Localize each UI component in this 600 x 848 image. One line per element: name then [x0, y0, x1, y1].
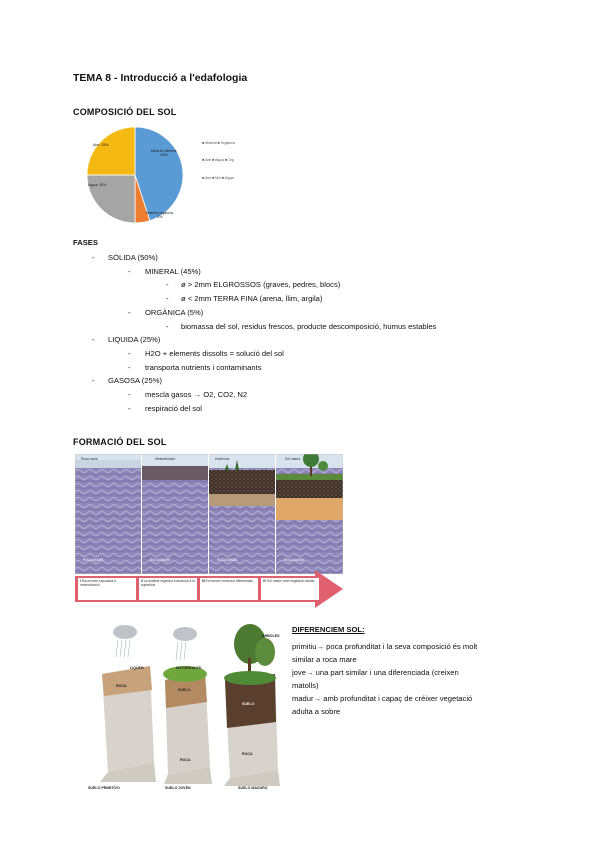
- list-bullet: -: [166, 294, 169, 304]
- rock-label-1: ROCA MARE: [83, 558, 104, 562]
- diferencies-line-5: madur→ amb profunditat i capaç de créixer vegetació: [292, 694, 473, 703]
- fases-item: MINERAL (45%): [145, 266, 201, 276]
- tag-liquen: LIQUEN: [130, 666, 144, 670]
- list-bullet: -: [92, 253, 95, 262]
- soil-formation-illustration: [75, 454, 343, 574]
- diferencies-line-6: adulta a sobre: [292, 707, 341, 716]
- tag-suelo-3: SUELO: [242, 702, 255, 706]
- stage-1: I Roca mare exposada a meteorització: [80, 579, 116, 587]
- fases-item: ø > 2mm ELGROSSOS (graves, pedres, blocs): [181, 280, 341, 290]
- diferencies-line-2: similar a roca mare: [292, 655, 357, 664]
- list-bullet: -: [166, 321, 169, 331]
- tag-suelo-2: SUELO: [178, 688, 191, 692]
- pie-label-organica: Matèria orgànica, 5%: [146, 211, 174, 219]
- list-bullet: -: [128, 348, 131, 358]
- panel-label-4: Sòl madur: [285, 457, 301, 461]
- rock-label-2: ROCA MARE: [150, 558, 171, 562]
- stage-4: IV Sòl madur amb vegetació adulta: [263, 579, 315, 583]
- soil-types-illustration: [80, 622, 285, 797]
- fases-item: GASOSA (25%): [108, 376, 163, 386]
- panel-label-1: Roca mare: [81, 457, 98, 461]
- diferencies-line-4: matolls): [292, 681, 319, 690]
- pie-legend-1: ■ Mineral ■ Orgànica: [202, 141, 235, 145]
- tag-roca-2: ROCA: [180, 758, 191, 762]
- fases-item: SÒLIDA (50%): [108, 253, 158, 262]
- fases-item: transporta nutrients i contaminants: [145, 362, 262, 372]
- list-bullet: -: [128, 307, 131, 317]
- panel-label-3: Horitzons: [215, 457, 230, 461]
- pie-label-aigua: Aigua: 25%: [88, 183, 107, 187]
- diferencies-line-3: jove→ una part similar i una diferenciada (creixen: [292, 668, 459, 677]
- list-bullet: -: [128, 390, 131, 399]
- caption-maduro: SUELO MADURO: [238, 786, 268, 790]
- rock-label-3: ROCA MARE: [217, 558, 238, 562]
- stage-2: II La matèria orgànica s'acumula a la superfície: [141, 579, 195, 587]
- caption-primitivo: SUELO PRIMITIVO: [88, 786, 120, 790]
- fases-item: respiració del sol: [145, 403, 202, 413]
- pie-legend-3: ■ Aire ■ Min ■ Aigua: [202, 176, 234, 180]
- formation-stages-arrow: [75, 570, 343, 608]
- diferencies-line-1: primitiu→ poca profunditat i la seva composició és molt: [292, 642, 478, 651]
- pie-label-mineral: Mineral: Mineral, 45%: [150, 149, 178, 157]
- list-bullet: -: [128, 362, 131, 372]
- rock-label-4: ROCA MARE: [284, 558, 305, 562]
- fases-item: H2O + elements dissolts = solució del sol: [145, 348, 284, 358]
- stages-arrow-svg: [75, 570, 343, 608]
- stage-3: III Es formen horitzons diferenciats: [202, 579, 253, 583]
- section-heading-composicio: COMPOSICIÓ DEL SOL: [73, 107, 177, 117]
- fases-item: ORGÀNICA (5%): [145, 307, 204, 317]
- page-title: TEMA 8 - Introducció a l'edafologia: [73, 72, 248, 84]
- tag-matorrales: MATORRALES: [176, 666, 202, 670]
- tag-roca-3: ROCA: [242, 752, 253, 756]
- pie-legend-2: ■ Aire ■ Aigua ■ Org: [202, 158, 234, 162]
- tag-roca-1: ROCA: [116, 684, 127, 688]
- fases-item: mescla gasos → O2, CO2, N2: [145, 390, 248, 399]
- fases-item: ø < 2mm TERRA FINA (arena, llim, argila): [181, 294, 323, 304]
- panel-label-2: Meteorització: [155, 457, 176, 461]
- list-bullet: -: [92, 335, 95, 345]
- list-bullet: -: [128, 266, 131, 276]
- list-bullet: -: [92, 376, 95, 386]
- caption-joven: SUELO JOVEN: [165, 786, 191, 790]
- composition-pie-chart: [85, 123, 185, 228]
- fases-item: biomassa del sol, residus frescos, producte descomposició, humus estables: [181, 321, 437, 331]
- fases-heading: FASES: [73, 238, 98, 247]
- diferencies-heading: DIFERENCIEM SOL:: [292, 625, 365, 634]
- tag-arboles: ÁRBOLES: [262, 634, 280, 638]
- section-heading-formacio: FORMACIÓ DEL SOL: [73, 437, 167, 447]
- pie-slice: [87, 127, 135, 175]
- soil-types-svg: [80, 622, 285, 797]
- pie-label-aire: Aire: 25%: [93, 143, 109, 147]
- list-bullet: -: [128, 403, 131, 413]
- list-bullet: -: [166, 280, 169, 290]
- fases-item: LIQUIDA (25%): [108, 335, 161, 345]
